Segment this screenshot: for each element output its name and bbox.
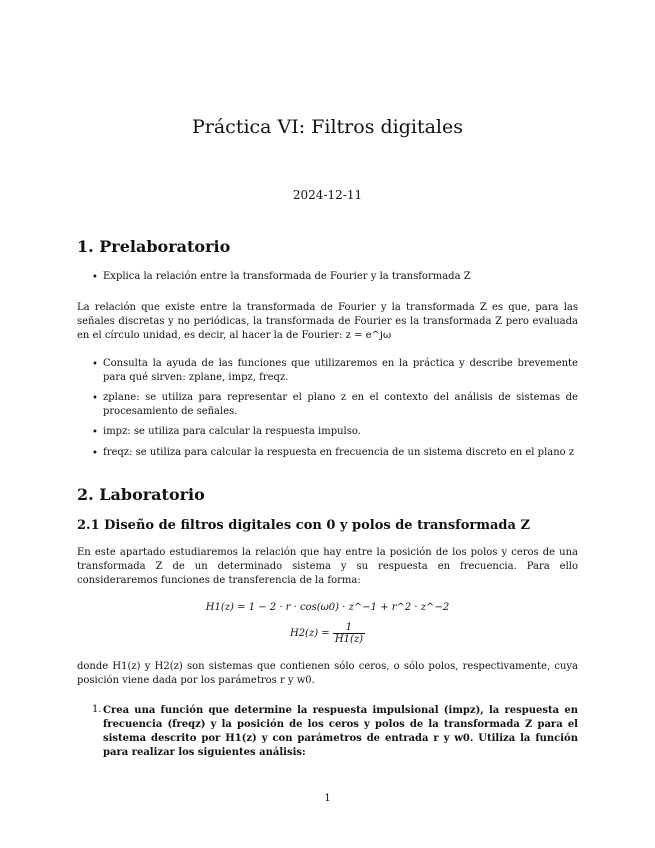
list-number: 1. (92, 704, 102, 715)
bullet-text: Consulta la ayuda de las funciones que utilizaremos en la práctica y describe brevemente para qué sirven: zplane, impz, freqz. (103, 358, 578, 383)
section-heading-laboratorio: 2. Laboratorio (77, 485, 205, 504)
subsection-heading: 2.1 Diseño de filtros digitales con 0 y polos de transformada Z (77, 518, 530, 533)
numbered-item-text: Crea una función que determine la respuesta impulsional (impz), la respuesta en frecuencia (freqz) y la posición de los ceros y polos de la transformada Z para el sistema descrito por H1(z) y con parámetros de entrada r y w0. Utiliza la función para realizar los siguientes análisis: (103, 705, 578, 758)
bullet-text: Explica la relación entre la transformada de Fourier y la transformada Z (103, 271, 471, 282)
bullet-marker: • (92, 393, 98, 404)
document-title: Práctica VI: Filtros digitales (191, 116, 464, 138)
bullet-text: impz: se utiliza para calcular la respuesta impulso. (103, 426, 361, 437)
equation-h1: H1(z) = 1 − 2 · r · cos(ω0) · z^−1 + r^2 · z^−2 (205, 602, 450, 613)
paragraph: La relación que existe entre la transformada de Fourier y la transformada Z es que, para las señales discretas y no periódicas, la transformada de Fourier es la transformada Z pero evaluada en el círculo unidad, es decir, al hacer la de Fourier: z = e^jω (77, 302, 578, 341)
bullet-marker: • (92, 448, 98, 459)
paragraph: En este apartado estudiaremos la relación que hay entre la posición de los polos y ceros de una transformada Z de un determinado sistema y su respuesta en frecuencia. Para ello consideraremos funciones de transferencia de la forma: (77, 547, 578, 586)
equation-h2 (0, 622, 655, 645)
page-number: 1 (324, 793, 331, 804)
fraction-numerator: 1 (333, 622, 365, 634)
bullet-marker: • (92, 427, 98, 438)
equation-h2-lhs: H2(z) = (289, 628, 330, 639)
bullet-marker: • (92, 359, 98, 370)
section-heading-prelaboratorio: 1. Prelaboratorio (77, 237, 231, 256)
bullet-text: zplane: se utiliza para representar el plano z en el contexto del análisis de sistemas de procesamiento de señales. (103, 392, 578, 417)
bullet-text: freqz: se utiliza para calcular la respuesta en frecuencia de un sistema discreto en el plano z (103, 447, 575, 458)
bullet-marker: • (92, 272, 98, 283)
fraction-denominator: H1(z) (334, 634, 364, 645)
equation-h2-fraction (333, 622, 365, 645)
paragraph: donde H1(z) y H2(z) son sistemas que contienen sólo ceros, o sólo polos, respectivamente, cuya posición viene dada por los parámetros r y w0. (77, 661, 578, 686)
document-date: 2024-12-11 (292, 188, 363, 202)
